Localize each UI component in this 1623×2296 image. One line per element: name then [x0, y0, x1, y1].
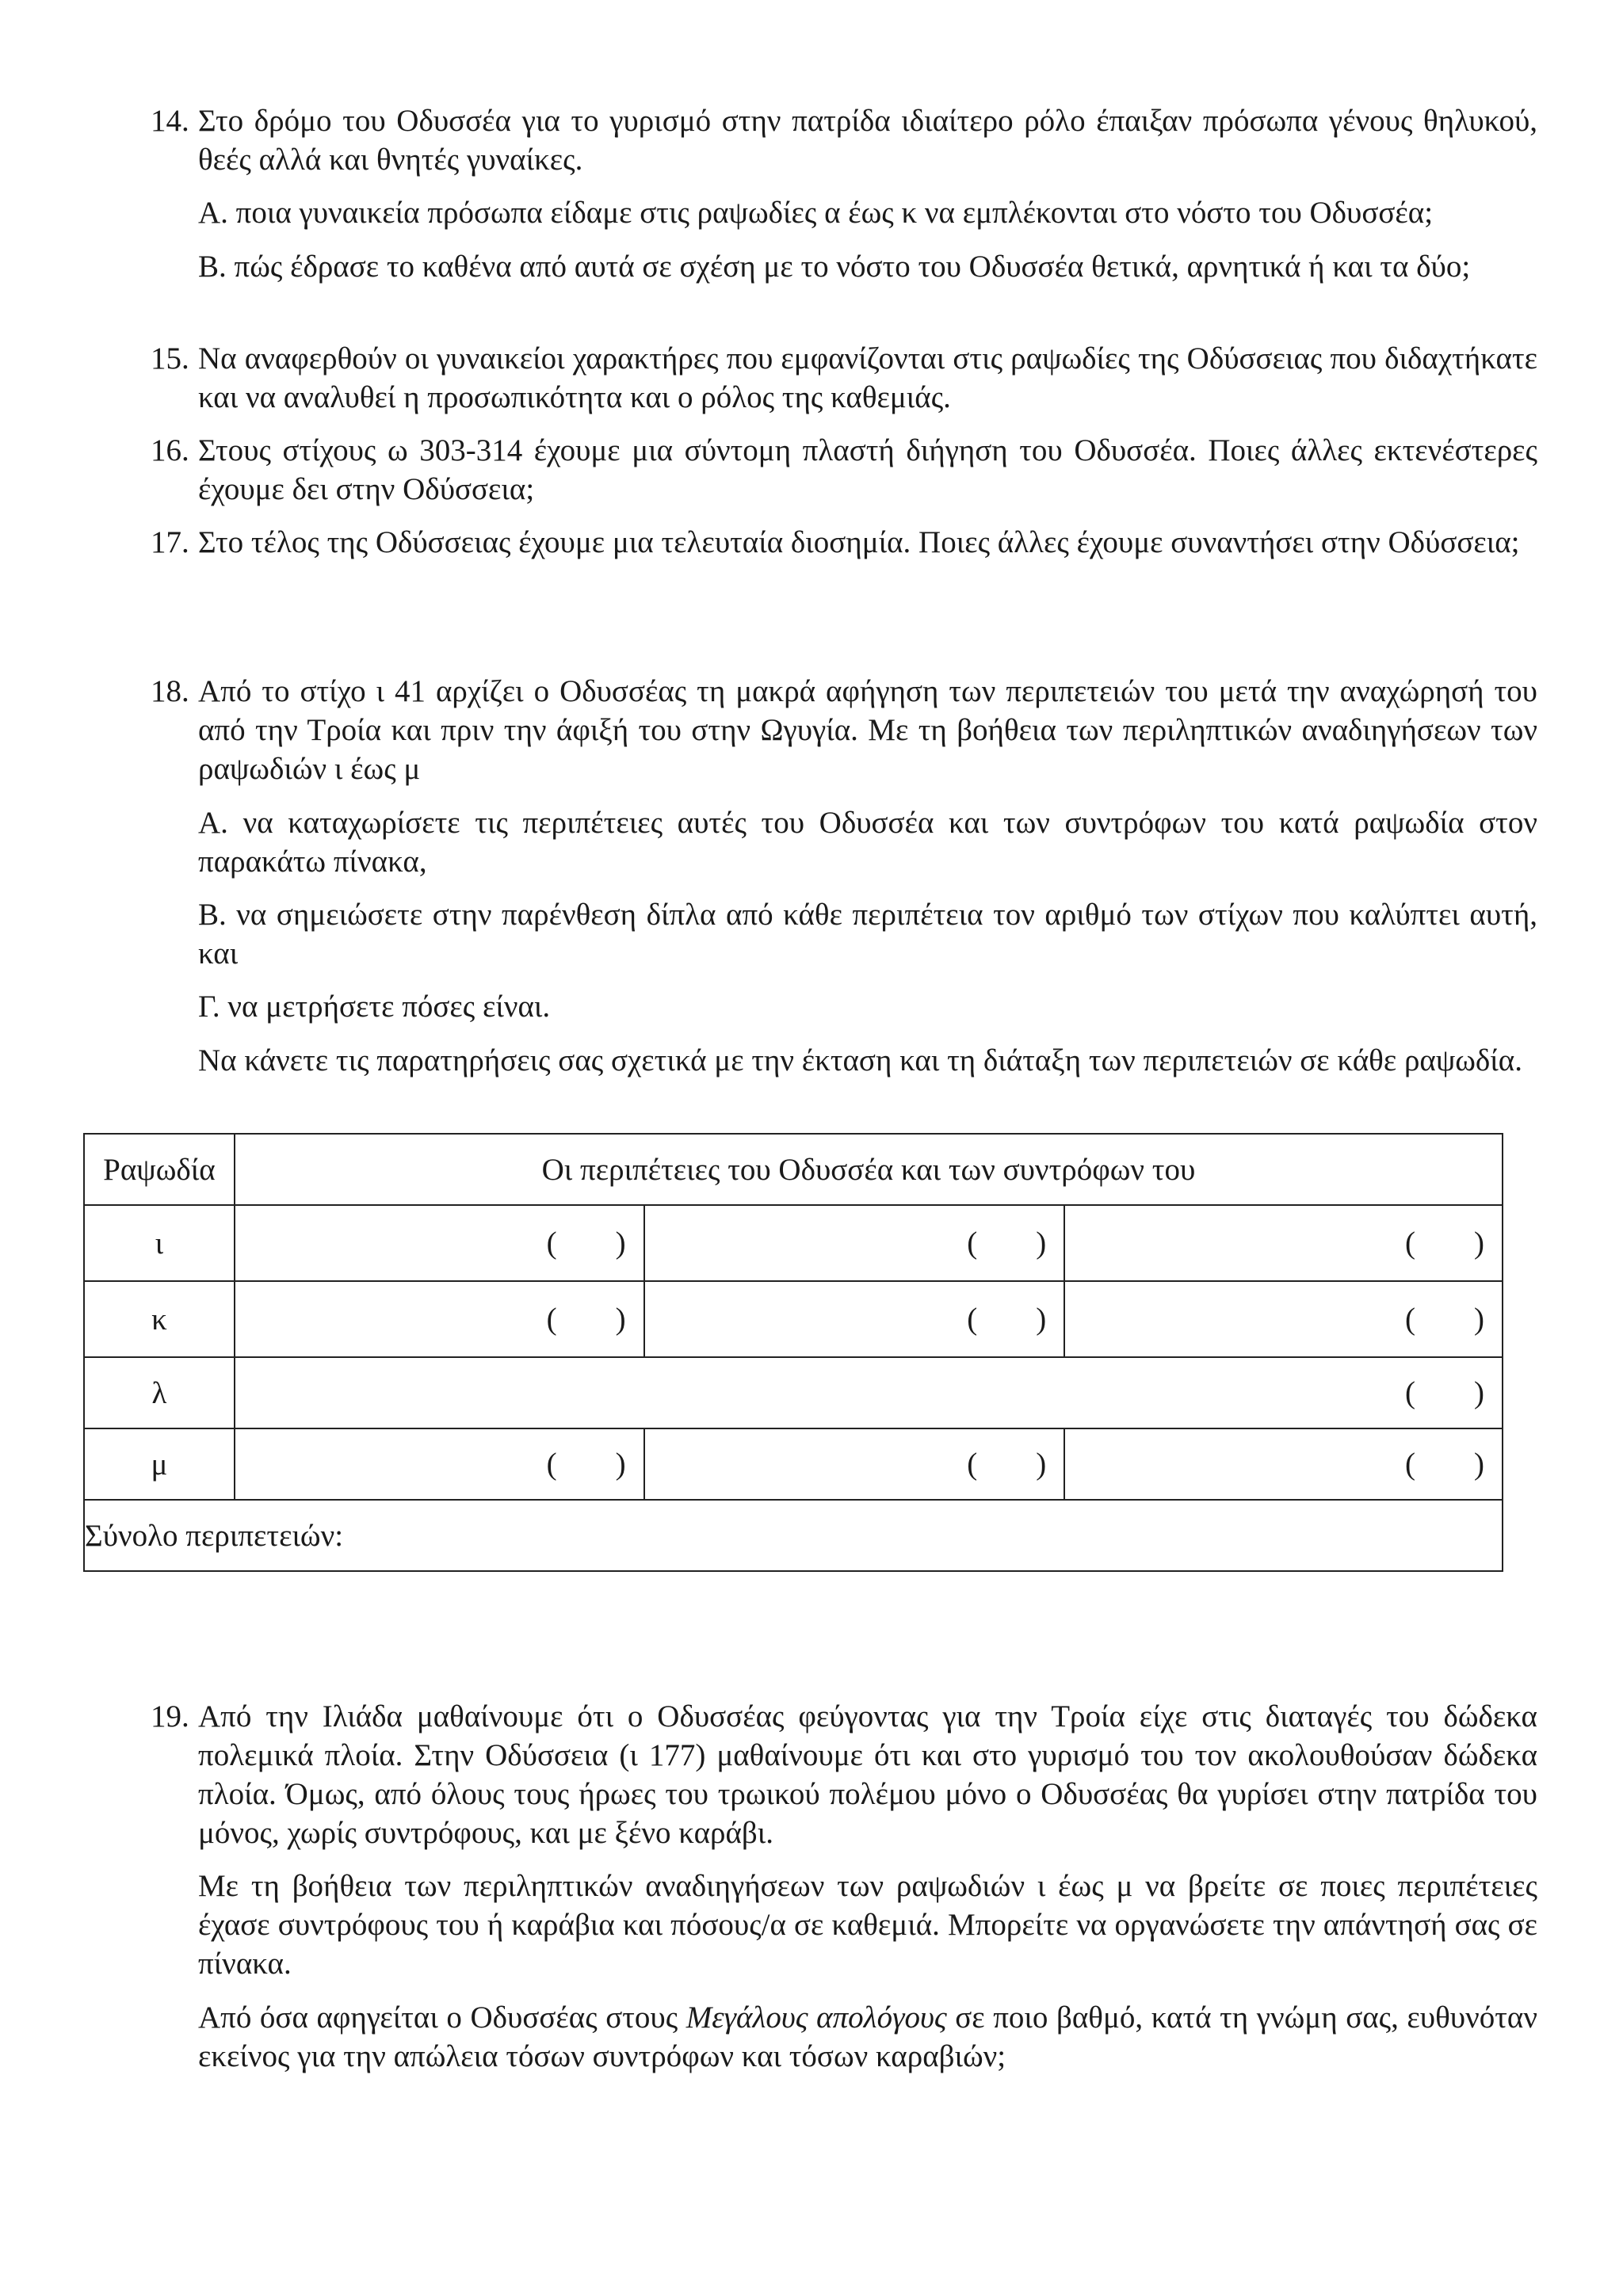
question-text: Να αναφερθούν οι γυναικείοι χαρακτήρες που εμφανίζονται στις ραψωδίες της Οδύσσειας που διδαχτήκατε και να αναλυθεί η προσωπικότητα και ο ρόλος της καθεμιάς. [198, 341, 1537, 414]
adventure-cell[interactable] [1064, 1281, 1503, 1357]
question-text: Από το στίχο ι 41 αρχίζει ο Οδυσσέας τη μακρά αφήγηση των περιπετειών του μετά την αναχώρησή του από την Τροία και πριν την άφιξή του στην Ωγυγία. Με τη βοήθεια των περιληπτικών αναδιηγήσεων των ραψωδιών ι έως μ [198, 674, 1537, 786]
question-text: Στο δρόμο του Οδυσσέα για το γυρισμό στην πατρίδα ιδιαίτερο ρόλο έπαιξαν πρόσωπα γένους θηλυκού, θεές αλλά και θνητές γυναίκες. [198, 104, 1537, 177]
verse-count-parens: ( ) [546, 1226, 626, 1261]
adventure-cell[interactable] [1064, 1205, 1503, 1281]
adventure-cell[interactable] [235, 1205, 644, 1281]
sub-question-b: Β. να σημειώσετε στην παρένθεση δίπλα από κάθε περιπέτεια τον αριθμό των στίχων που καλύπτει αυτή, και [198, 898, 1537, 971]
adventure-cell[interactable] [644, 1428, 1065, 1500]
verse-count-parens: ( ) [1405, 1375, 1484, 1410]
adventure-cell[interactable] [235, 1281, 644, 1357]
question-text: Στους στίχους ω 303-314 έχουμε μια σύντομη πλαστή διήγηση του Οδυσσέα. Ποιες άλλες εκτενέστερες έχουμε δει στην Οδύσσεια; [198, 433, 1537, 506]
verse-count-parens: ( ) [1405, 1447, 1484, 1482]
verse-count-parens: ( ) [546, 1447, 626, 1482]
rhapsody-label: λ [84, 1357, 235, 1428]
table-header-row [84, 1134, 1503, 1205]
sub-question-a: Α. να καταχωρίσετε τις περιπέτειες αυτές του Οδυσσέα και των συντρόφων του κατά ραψωδία στον παρακάτω πίνακα, [198, 806, 1537, 879]
adventure-cell[interactable] [644, 1281, 1065, 1357]
observations-instruction: Να κάνετε τις παρατηρήσεις σας σχετικά με την έκταση και τη διάταξη των περιπετειών σε κάθε ραψωδία. [198, 1043, 1522, 1077]
paragraph-2: Με τη βοήθεια των περιληπτικών αναδιηγήσεων των ραψωδιών ι έως μ να βρείτε σε ποιες περιπέτειες έχασε συντρόφους του ή καράβια και πόσους/α σε καθεμιά. Μπορείτε να οργανώσετε την απάντησή σας σε πίνακα. [198, 1869, 1537, 1981]
rhapsody-label: ι [84, 1205, 235, 1281]
question-number: 16. [151, 433, 189, 467]
question-number: 17. [151, 525, 189, 559]
verse-count-parens: ( ) [1405, 1302, 1484, 1337]
rhapsody-label: κ [84, 1281, 235, 1357]
adventure-cell[interactable] [644, 1205, 1065, 1281]
adventure-cell[interactable] [235, 1357, 1503, 1428]
sub-question-a: Α. ποια γυναικεία πρόσωπα είδαμε στις ραψωδίες α έως κ να εμπλέκονται στο νόστο του Οδυσσέα; [198, 196, 1434, 230]
sub-question-c: Γ. να μετρήσετε πόσες είναι. [198, 990, 551, 1024]
paragraph-3: Από όσα αφηγείται ο Οδυσσέας στους Μεγάλους απολόγους σε ποιο βαθμό, κατά τη γνώμη σας, ευθυνόταν εκείνος για την απώλεια τόσων συντρόφων και τόσων καραβιών; [198, 2000, 1537, 2073]
question-number: 14. [151, 104, 189, 138]
table-row [84, 1205, 1503, 1281]
question-text: Από την Ιλιάδα μαθαίνουμε ότι ο Οδυσσέας φεύγοντας για την Τροία είχε στις διαταγές του δώδεκα πολεμικά πλοία. Στην Οδύσσεια (ι 177) μαθαίνουμε ότι και στο γυρισμό του τον ακολουθούσαν δώδεκα πλοία. Όμως, από όλους τους ήρωες του τρωικού πολέμου μόνο ο Οδυσσέας θα γυρίσει στην πατρίδα του μόνος, χωρίς συντρόφους, και με ξένο καράβι. [198, 1699, 1537, 1850]
header-adventures: Οι περιπέτειες του Οδυσσέα και των συντρόφων του [235, 1134, 1503, 1205]
total-adventures-label[interactable]: Σύνολο περιπετειών: [84, 1500, 1503, 1571]
verse-count-parens: ( ) [546, 1302, 626, 1337]
adventures-table [83, 1133, 1503, 1572]
question-number: 18. [151, 674, 189, 708]
adventure-cell[interactable] [1064, 1428, 1503, 1500]
verse-count-parens: ( ) [1405, 1226, 1484, 1261]
sub-question-b: Β. πώς έδρασε το καθένα από αυτά σε σχέση με το νόστο του Οδυσσέα θετικά, αρνητικά ή και τα δύο; [198, 250, 1471, 284]
question-text: Στο τέλος της Οδύσσειας έχουμε μια τελευταία διοσημία. Ποιες άλλες έχουμε συναντήσει στην Οδύσσεια; [198, 525, 1520, 559]
adventure-cell[interactable] [235, 1428, 644, 1500]
verse-count-parens: ( ) [967, 1302, 1047, 1337]
verse-count-parens: ( ) [967, 1226, 1047, 1261]
question-number: 15. [151, 341, 189, 376]
question-number: 19. [151, 1699, 189, 1733]
italic-title: Μεγάλους απολόγους [685, 2000, 947, 2035]
table-row [84, 1428, 1503, 1500]
table-total-row [84, 1500, 1503, 1571]
verse-count-parens: ( ) [967, 1447, 1047, 1482]
table-row [84, 1357, 1503, 1428]
rhapsody-label: μ [84, 1428, 235, 1500]
header-rhapsody: Ραψωδία [84, 1134, 235, 1205]
table-row [84, 1281, 1503, 1357]
